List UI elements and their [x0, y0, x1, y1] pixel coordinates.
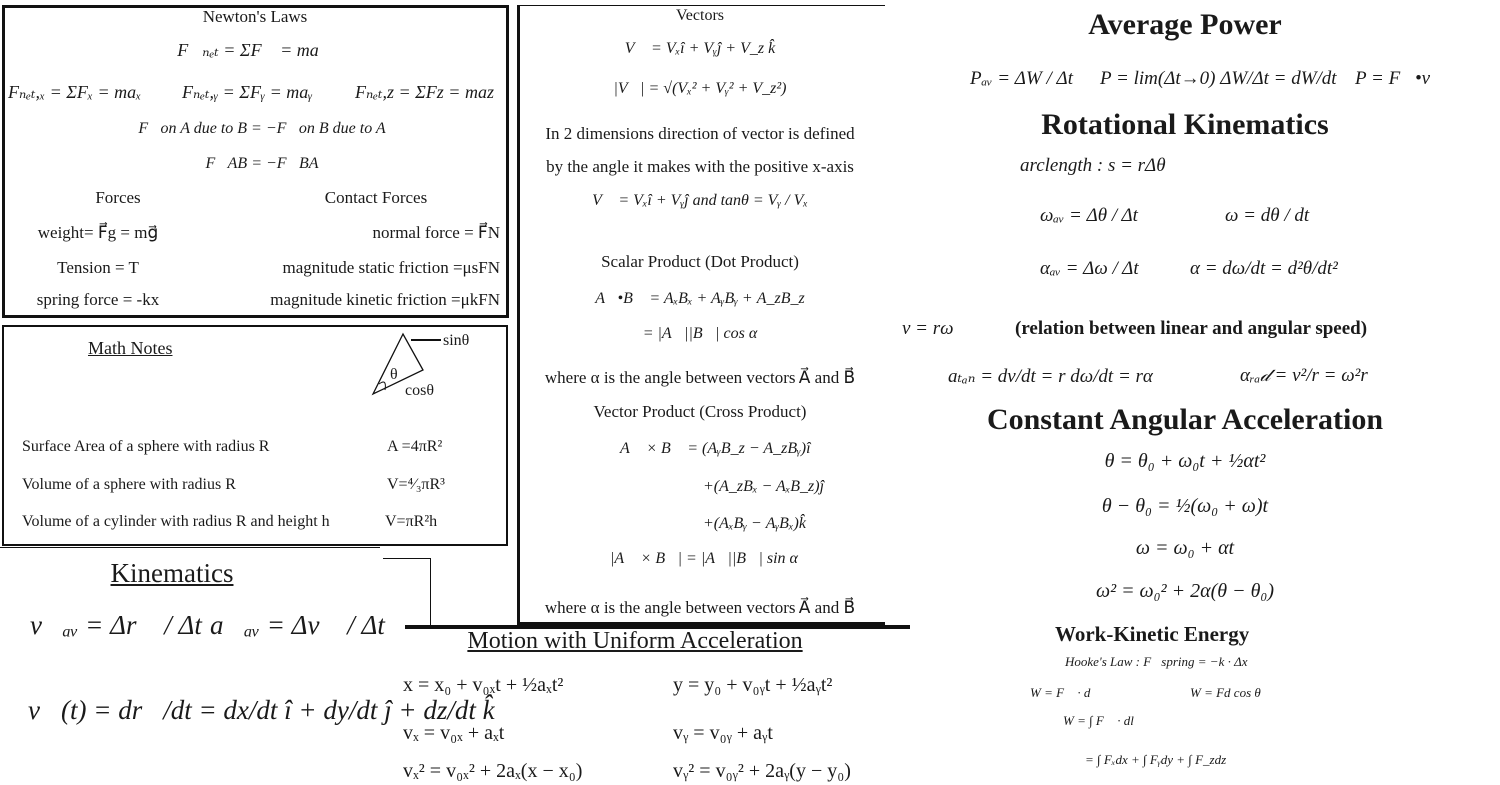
- vector-2d-formula: V⃗ = Vₓî + Vᵧĵ and tanθ = Vᵧ / Vₓ: [592, 192, 808, 209]
- sphere-volume-formula: V=⁴⁄₃πR³: [387, 476, 445, 493]
- arclength-formula: arclength : s = rΔθ: [1020, 155, 1166, 176]
- angular-acceleration: α = dω/dt = d²θ/dt²: [1190, 258, 1338, 279]
- cross-product-i: A⃗ × B⃗ = (AᵧB_z − A_zBᵧ)î: [620, 440, 811, 457]
- spring-force-formula: spring force = -kx: [36, 290, 160, 309]
- hookes-law-formula: Hooke's Law : F⃗spring = −k · Δx⃗: [1065, 654, 1258, 669]
- x-velocity-formula: vₓ = v₀ₓ + aₓt: [403, 722, 505, 744]
- dot-product-cos: = |A⃗||B⃗| cos α: [642, 325, 758, 342]
- angular-velocity-squared-formula: ω² = ω₀² + 2α(θ − θ₀): [1095, 580, 1275, 602]
- vector-magnitude: |V⃗| = √(Vₓ² + Vᵧ² + V_z²): [613, 80, 787, 97]
- kinetic-friction-formula: magnitude kinetic friction =μkFN: [270, 290, 500, 309]
- vector-direction-text-2: by the angle it makes with the positive x-axis: [546, 157, 854, 176]
- average-angular-velocity: ωₐᵥ = Δθ / Δt: [1040, 205, 1138, 226]
- average-acceleration: a⃗ₐᵥ = Δv⃗ / Δt: [210, 610, 385, 640]
- cos-label: cosθ: [405, 382, 434, 399]
- cross-product-magnitude: |A⃗ × B⃗| = |A⃗||B⃗| sin α: [610, 550, 798, 567]
- net-force-z: Fₙₑₜ,z = ΣFz = maz: [355, 82, 494, 102]
- cross-product-angle-note: where α is the angle between vectors A⃗ and B⃗: [544, 598, 856, 617]
- tangential-acceleration: aₜₐₙ = dv/dt = r dω/dt = rα: [948, 366, 1153, 387]
- cylinder-volume-label: Volume of a cylinder with radius R and height h: [22, 513, 330, 530]
- tension-formula: Tension = T: [57, 258, 139, 277]
- y-position-formula: y = y₀ + v₀ᵧt + ½aᵧt²: [673, 674, 833, 696]
- work-cos-formula: W = Fd cos θ: [1190, 685, 1261, 700]
- theta-label: θ: [390, 366, 398, 383]
- static-friction-formula: magnitude static friction =μsFN: [282, 258, 500, 277]
- math-notes-title: Math Notes: [88, 338, 173, 358]
- angle-formula: θ = θ₀ + ω₀t + ½αt²: [1104, 450, 1266, 472]
- dot-product-formula: A⃗•B⃗ = AₓBₓ + AᵧBᵧ + A_zB_z: [595, 290, 805, 307]
- motion-title: Motion with Uniform Acceleration: [467, 628, 803, 654]
- newtons-laws-title: Newton's Laws: [202, 7, 308, 26]
- linear-speed-note: (relation between linear and angular speed): [1015, 318, 1368, 339]
- cross-product-k: +(AₓBᵧ − AᵧBₓ)k̂: [703, 515, 806, 532]
- average-power-formula: Pₐᵥ = ΔW / Δt: [970, 68, 1073, 89]
- radial-acceleration: αᵣₐ𝒹 = v²/r = ω²r: [1240, 365, 1368, 386]
- net-force-formula: F⃗ₙₑₜ = ΣF⃗ = ma⃗: [177, 40, 333, 60]
- work-component-integral-formula: = ∫ Fₓdx + ∫ Fᵧdy + ∫ F_zdz: [1085, 752, 1227, 767]
- normal-force-formula: normal force = F⃗N: [372, 223, 500, 242]
- kinematics-title: Kinematics: [110, 558, 234, 588]
- vector-product-title: Vector Product (Cross Product): [593, 402, 807, 421]
- cross-product-j: +(A_zBₓ − AₓB_z)ĵ: [703, 478, 825, 495]
- sphere-area-label: Surface Area of a sphere with radius R: [22, 438, 270, 455]
- cylinder-volume-formula: V=πR²h: [385, 513, 438, 530]
- vector-components: V⃗ = Vₓî + Vᵧĵ + V_z k̂: [624, 40, 776, 57]
- sphere-volume-label: Volume of a sphere with radius R: [22, 476, 236, 493]
- dot-product-angle-note: where α is the angle between vectors A⃗ and B⃗: [544, 368, 856, 387]
- average-power-title: Average Power: [1088, 8, 1282, 41]
- power-dot-formula: P = F⃗•v⃗: [1355, 68, 1445, 89]
- constant-angular-acceleration-title: Constant Angular Acceleration: [986, 403, 1384, 436]
- net-force-y: Fₙₑₜ,ᵧ = ΣFᵧ = maᵧ: [182, 82, 313, 102]
- y-velocity-formula: vᵧ = v₀ᵧ + aᵧt: [673, 722, 773, 744]
- net-force-x: Fₙₑₜ,ₓ = ΣFₓ = maₓ: [8, 82, 142, 102]
- vector-direction-text-1: In 2 dimensions direction of vector is defined: [545, 124, 855, 143]
- vectors-panel: [517, 5, 885, 625]
- divider: [0, 547, 380, 548]
- connector-line: [383, 558, 431, 559]
- instantaneous-power-formula: P = lim(Δt→0) ΔW/Δt = dW/dt: [1100, 68, 1337, 89]
- sin-label: sinθ: [443, 332, 470, 349]
- linear-speed-formula: v = rω: [902, 318, 954, 339]
- sphere-area-formula: A =4πR²: [387, 438, 443, 455]
- angular-velocity: ω = dθ / dt: [1225, 205, 1310, 226]
- third-law-formula: F⃗on A due to B = −F⃗on B due to A: [138, 120, 386, 137]
- rotational-kinematics-title: Rotational Kinematics: [1041, 108, 1329, 141]
- third-law-short: F⃗AB = −F⃗BA: [205, 155, 319, 172]
- work-kinetic-energy-title: Work-Kinetic Energy: [1055, 622, 1250, 646]
- instantaneous-velocity: v⃗(t) = dr⃗/dt = dx/dt î + dy/dt ĵ + dz/dt k̂: [28, 695, 495, 725]
- x-position-formula: x = x₀ + v₀ₓt + ½aₓt²: [403, 674, 564, 696]
- x-velocity-squared-formula: vₓ² = v₀ₓ² + 2aₓ(x − x₀): [403, 760, 583, 782]
- contact-forces-heading: Contact Forces: [324, 188, 428, 207]
- average-angular-acceleration: αₐᵥ = Δω / Δt: [1040, 258, 1139, 279]
- scalar-product-title: Scalar Product (Dot Product): [601, 252, 799, 271]
- angle-difference-formula: θ − θ₀ = ½(ω₀ + ω)t: [1101, 495, 1269, 517]
- average-velocity: v⃗ₐᵥ = Δr⃗ / Δt: [30, 610, 202, 640]
- work-integral-formula: W = ∫ F⃗ · dl⃗: [1063, 713, 1144, 728]
- vectors-title: Vectors: [676, 7, 724, 24]
- work-dot-formula: W = F⃗ · d⃗: [1030, 685, 1101, 700]
- forces-heading: Forces: [95, 188, 141, 207]
- weight-formula: weight= F⃗g = mg⃗: [37, 223, 159, 242]
- connector-line: [430, 558, 431, 625]
- y-velocity-squared-formula: vᵧ² = v₀ᵧ² + 2aᵧ(y − y₀): [673, 760, 851, 782]
- angular-velocity-formula: ω = ω₀ + αt: [1135, 537, 1235, 559]
